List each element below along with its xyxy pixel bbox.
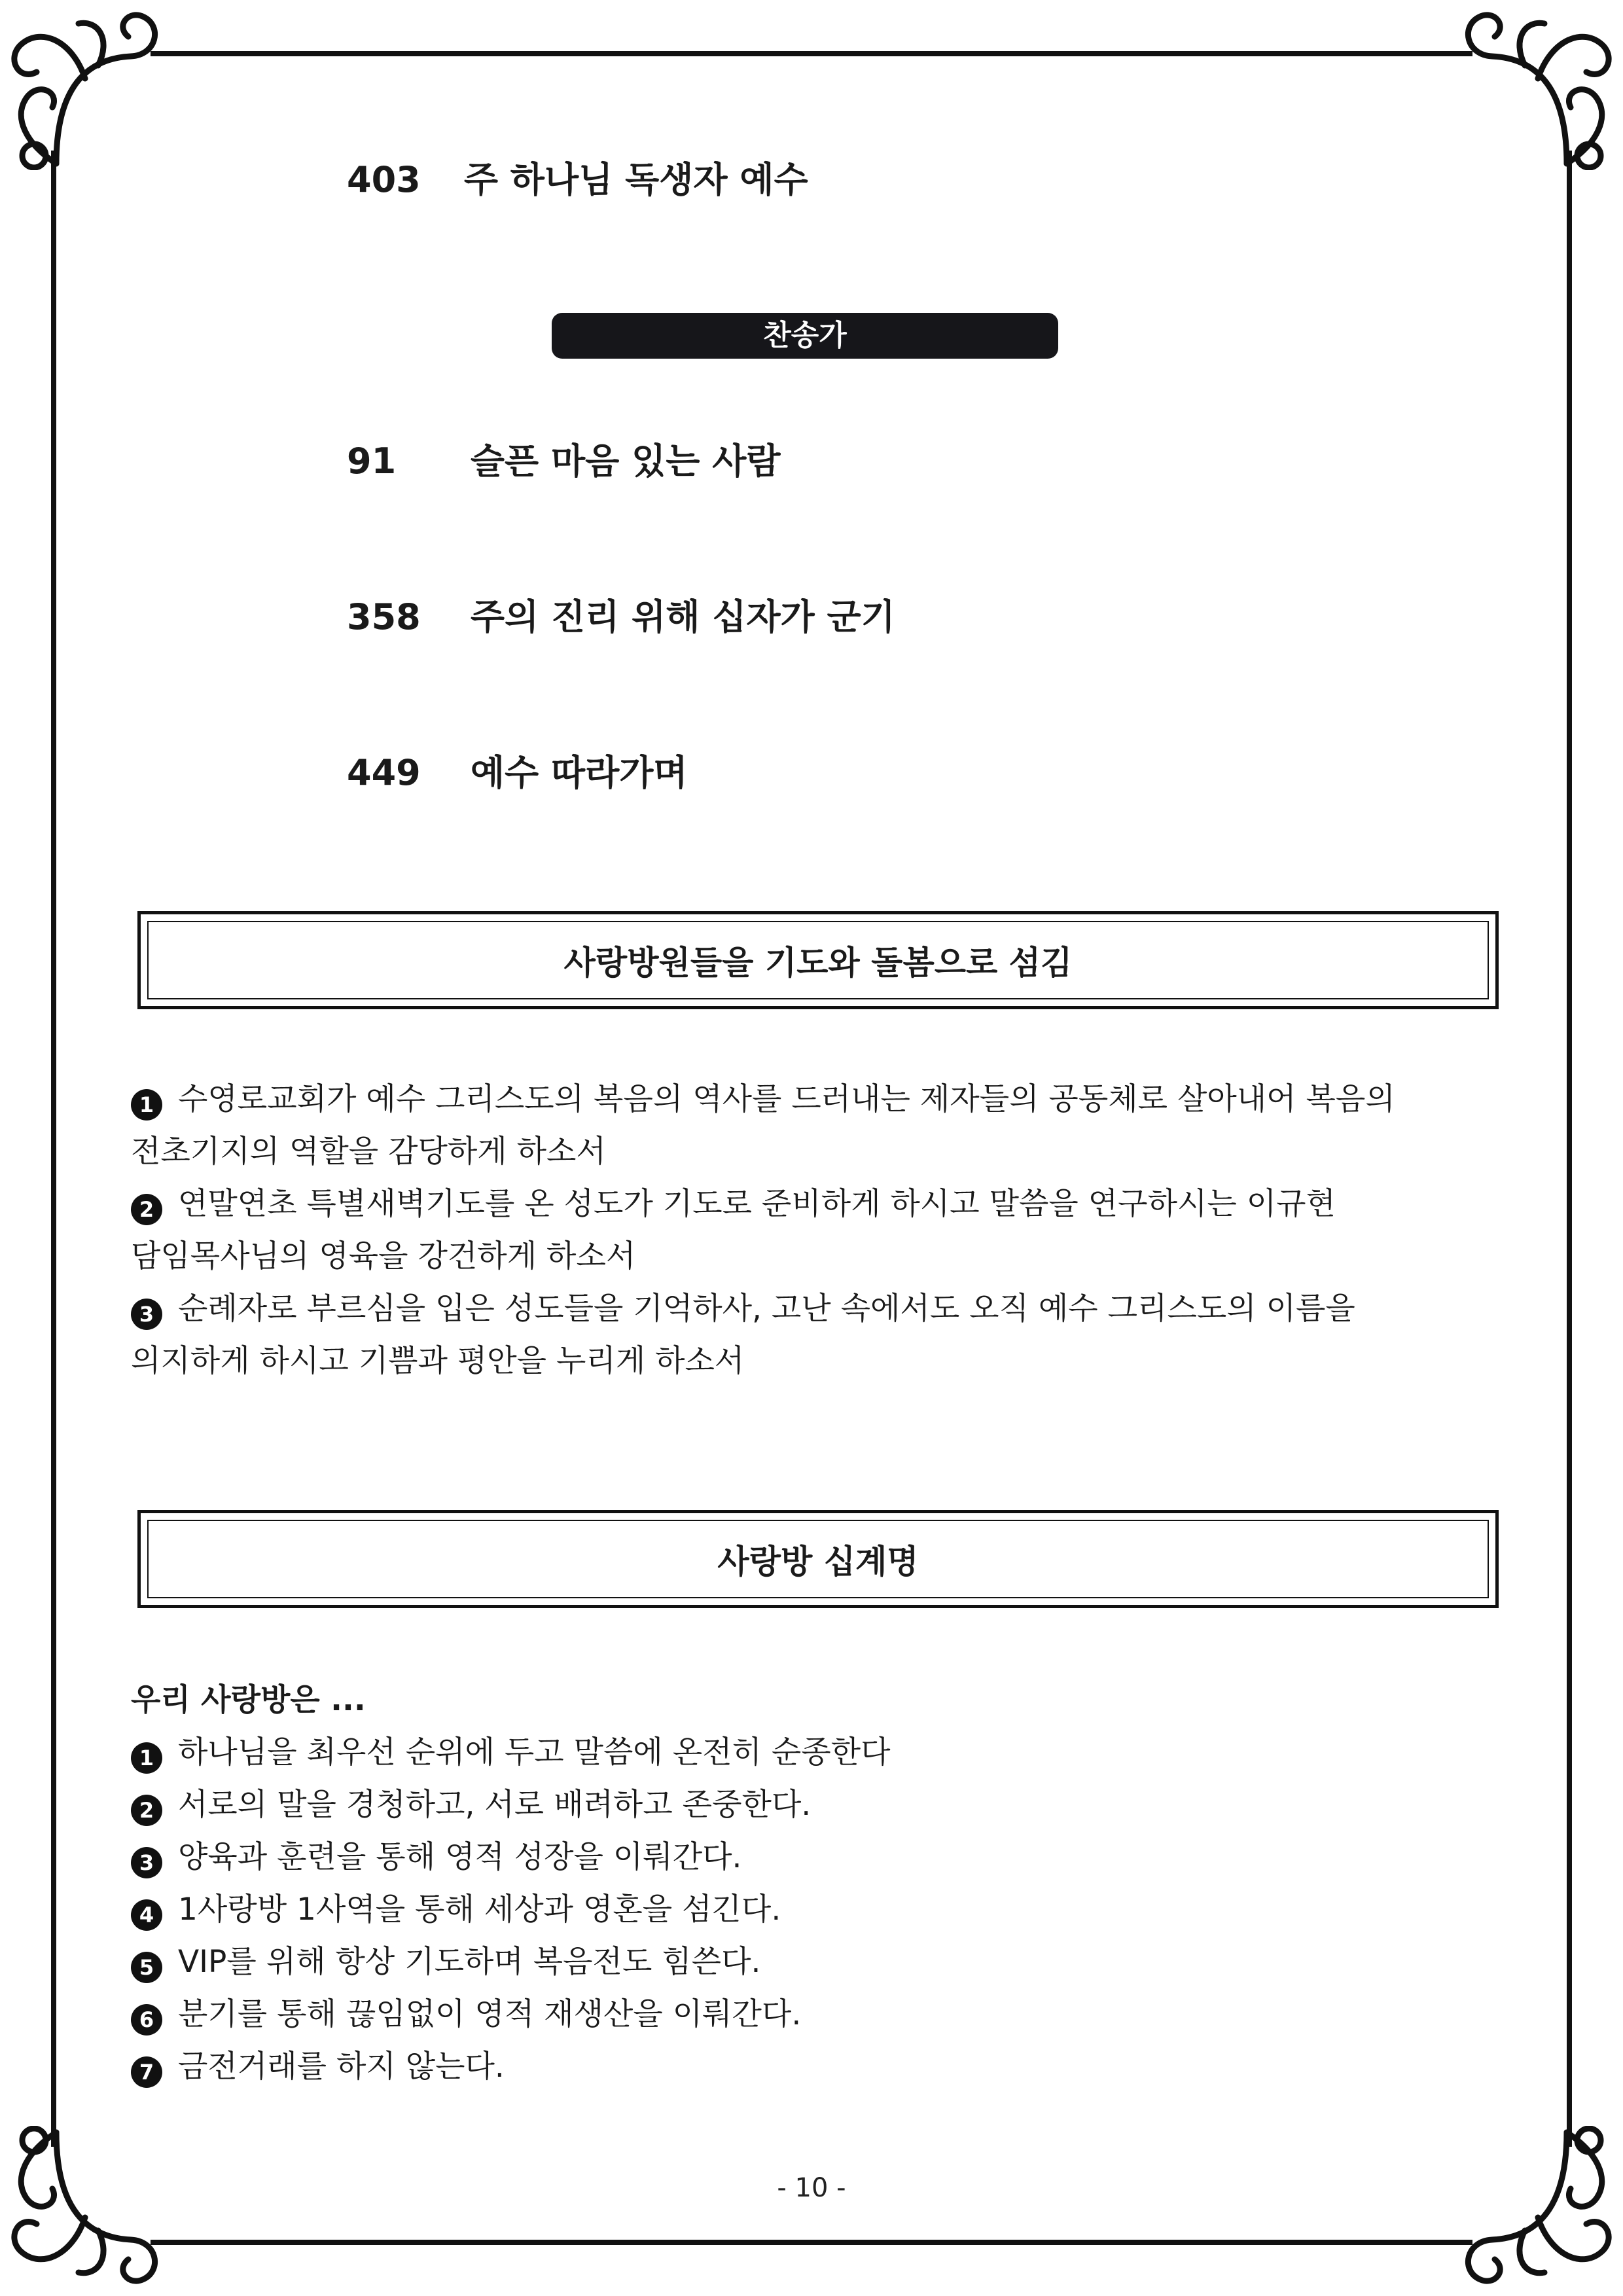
commandment-item bbox=[131, 1988, 1505, 2041]
prayer-item-line bbox=[131, 1126, 1505, 1178]
commandment-text: VIP를 위해 항상 기도하며 복음전도 힘쓴다. bbox=[178, 1944, 761, 1980]
hymn-section-label: 찬송가 bbox=[552, 313, 1058, 359]
number-badge-icon: 1 bbox=[131, 1089, 162, 1121]
number-badge-icon: 2 bbox=[131, 1795, 162, 1826]
prayer-item-text: 연말연초 특별새벽기도를 온 성도가 기도로 준비하게 하시고 말씀을 연구하시는 이규현 bbox=[178, 1186, 1336, 1222]
number-badge-icon: 3 bbox=[131, 1847, 162, 1878]
frame-right-border bbox=[1567, 151, 1572, 2147]
commandments-list bbox=[131, 1674, 1505, 2093]
commandment-item bbox=[131, 1936, 1505, 1988]
frame-bottom-border bbox=[151, 2240, 1472, 2245]
corner-ornament-bottom-left-icon bbox=[0, 2126, 170, 2296]
commandment-item bbox=[131, 1779, 1505, 1831]
number-badge-icon: 4 bbox=[131, 1899, 162, 1931]
commandments-section-title: 사랑방 십계명 bbox=[147, 1520, 1489, 1598]
commandments-intro: 우리 사랑방은 ... bbox=[131, 1682, 366, 1718]
commandment-text: 금전거래를 하지 않는다. bbox=[178, 2049, 505, 2085]
page-number: - 10 - bbox=[777, 2173, 846, 2203]
commandment-text: 양육과 훈련을 통해 영적 성장을 이뤄간다. bbox=[178, 1839, 742, 1875]
corner-ornament-top-left-icon bbox=[0, 0, 170, 170]
prayer-item-line bbox=[131, 1178, 1505, 1230]
commandment-item bbox=[131, 1831, 1505, 1884]
prayer-item-text: 담임목사님의 영육을 강건하게 하소서 bbox=[131, 1238, 636, 1274]
prayer-item-line bbox=[131, 1073, 1505, 1126]
prayer-item-text: 수영로교회가 예수 그리스도의 복음의 역사를 드러내는 제자들의 공동체로 살아내어 복음의 bbox=[178, 1081, 1395, 1117]
prayer-section-header bbox=[137, 911, 1499, 1009]
hymn-top-row bbox=[347, 152, 808, 202]
frame-left-border bbox=[51, 151, 56, 2147]
number-badge-icon: 5 bbox=[131, 1952, 162, 1983]
hymn-title: 슬픈 마음 있는 사람 bbox=[470, 440, 781, 482]
hymn-number: 91 bbox=[347, 440, 397, 482]
prayer-item-line bbox=[131, 1335, 1505, 1388]
hymn-title: 예수 따라가며 bbox=[470, 752, 688, 793]
commandment-item bbox=[131, 2041, 1505, 2093]
hymn-row bbox=[347, 745, 688, 795]
commandment-item bbox=[131, 1884, 1505, 1936]
commandment-item bbox=[131, 1727, 1505, 1779]
prayer-list bbox=[131, 1073, 1505, 1388]
commandments-section-header bbox=[137, 1510, 1499, 1608]
prayer-item-text: 의지하게 하시고 기쁨과 평안을 누리게 하소서 bbox=[131, 1343, 745, 1379]
number-badge-icon: 3 bbox=[131, 1299, 162, 1330]
commandment-text: 분기를 통해 끊임없이 영적 재생산을 이뤄간다. bbox=[178, 1996, 802, 2032]
hymn-row bbox=[347, 589, 895, 639]
hymn-number: 449 bbox=[347, 752, 421, 793]
number-badge-icon: 1 bbox=[131, 1742, 162, 1774]
frame-top-border bbox=[151, 51, 1472, 56]
hymn-top-title: 주 하나님 독생자 예수 bbox=[463, 159, 808, 200]
hymn-row bbox=[347, 433, 781, 484]
commandment-text: 하나님을 최우선 순위에 두고 말씀에 온전히 순종한다 bbox=[178, 1734, 891, 1770]
prayer-section-title: 사랑방원들을 기도와 돌봄으로 섬김 bbox=[147, 921, 1489, 999]
prayer-item-text: 전초기지의 역할을 감당하게 하소서 bbox=[131, 1134, 606, 1170]
corner-ornament-top-right-icon bbox=[1453, 0, 1623, 170]
hymn-title: 주의 진리 위해 십자가 군기 bbox=[470, 596, 895, 637]
number-badge-icon: 6 bbox=[131, 2004, 162, 2036]
hymn-top-number: 403 bbox=[347, 159, 421, 200]
commandment-text: 1사랑방 1사역을 통해 세상과 영혼을 섬긴다. bbox=[178, 1892, 781, 1928]
number-badge-icon: 7 bbox=[131, 2056, 162, 2088]
number-badge-icon: 2 bbox=[131, 1194, 162, 1225]
prayer-item-text: 순례자로 부르심을 입은 성도들을 기억하사, 고난 속에서도 오직 예수 그리스도의 이름을 bbox=[178, 1291, 1355, 1327]
hymn-number: 358 bbox=[347, 596, 421, 637]
commandment-text: 서로의 말을 경청하고, 서로 배려하고 존중한다. bbox=[178, 1787, 812, 1823]
corner-ornament-bottom-right-icon bbox=[1453, 2126, 1623, 2296]
prayer-item-line bbox=[131, 1283, 1505, 1335]
prayer-item-line bbox=[131, 1230, 1505, 1283]
